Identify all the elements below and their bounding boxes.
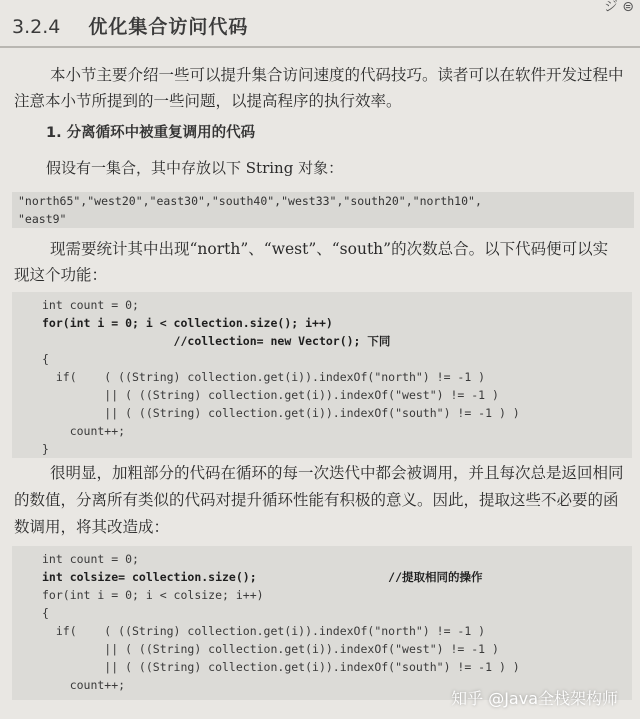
- code-line: int count = 0;: [42, 298, 139, 312]
- code-block-1: [12, 292, 632, 458]
- assumption-text: 假设有一集合，其中存放以下 String 对象：: [46, 159, 344, 177]
- code-line: {: [42, 352, 49, 366]
- code-line: count++;: [42, 424, 126, 438]
- intro-line-1: 本小节主要介绍一些可以提升集合访问速度的代码技巧。读者可以在软件开发过程中: [50, 66, 624, 84]
- code-line: for(int i = 0; i < colsize; i++): [42, 588, 264, 602]
- code-line-bold: //collection= new Vector(); 下同: [42, 334, 391, 348]
- code-line: int count = 0;: [42, 552, 139, 566]
- section-title: 优化集合访问代码: [88, 16, 249, 38]
- header-divider: [0, 46, 640, 48]
- requirement-paragraph: [14, 236, 634, 288]
- code-line: || ( ((String) collection.get(i)).indexOf("west") != -1 ): [42, 388, 499, 402]
- section-header: [12, 12, 248, 39]
- subheading-1: 1. 分离循环中被重复调用的代码: [46, 125, 256, 141]
- code-line-bold: int colsize= collection.size(); //提取相同的操作: [42, 570, 483, 584]
- code-line: }: [42, 442, 49, 456]
- string-list-line-1: "north65","west20","east30","south40","west33","south20","north10",: [18, 194, 482, 208]
- explanation-line-3: 数调用，将其改造成：: [14, 518, 170, 536]
- code-line-bold: for(int i = 0; i < collection.size(); i++): [42, 316, 333, 330]
- code-line: || ( ((String) collection.get(i)).indexOf("south") != -1 ) ): [42, 660, 520, 674]
- explanation-line-2: 的数值，分离所有类似的代码对提升循环性能有积极的意义。因此，提取这些不必要的函: [14, 491, 619, 509]
- code-line: if( ( ((String) collection.get(i)).indexOf("north") != -1 ): [42, 624, 486, 638]
- code-line: {: [42, 606, 49, 620]
- code-line: if( ( ((String) collection.get(i)).indexOf("north") != -1 ): [42, 370, 486, 384]
- code-line: || ( ((String) collection.get(i)).indexOf("west") != -1 ): [42, 642, 499, 656]
- section-number: 3.2.4: [12, 16, 61, 38]
- explanation-line-1: 很明显，加粗部分的代码在循环的每一次迭代中都会被调用，并且每次总是返回相同: [50, 464, 624, 482]
- code-block-2: [12, 546, 632, 700]
- code-line: || ( ((String) collection.get(i)).indexOf("south") != -1 ) ): [42, 406, 520, 420]
- explanation-paragraph: [14, 460, 634, 541]
- code-line: count++;: [42, 678, 126, 692]
- zhihu-watermark: 知乎 @Java全栈架构师: [451, 689, 618, 708]
- intro-line-2: 注意本小节所提到的一些问题，以提高程序的执行效率。: [14, 92, 402, 110]
- requirement-line-2: 现这个功能：: [14, 266, 108, 284]
- requirement-line-1: 现需要统计其中出现“north”、“west”、“south”的次数总合。以下代码便可以实: [50, 240, 609, 258]
- intro-paragraph: [14, 62, 634, 114]
- corner-mark: ジ ⊜: [603, 0, 634, 15]
- string-list-line-2: "east9": [18, 212, 67, 226]
- string-list-block: [12, 192, 634, 228]
